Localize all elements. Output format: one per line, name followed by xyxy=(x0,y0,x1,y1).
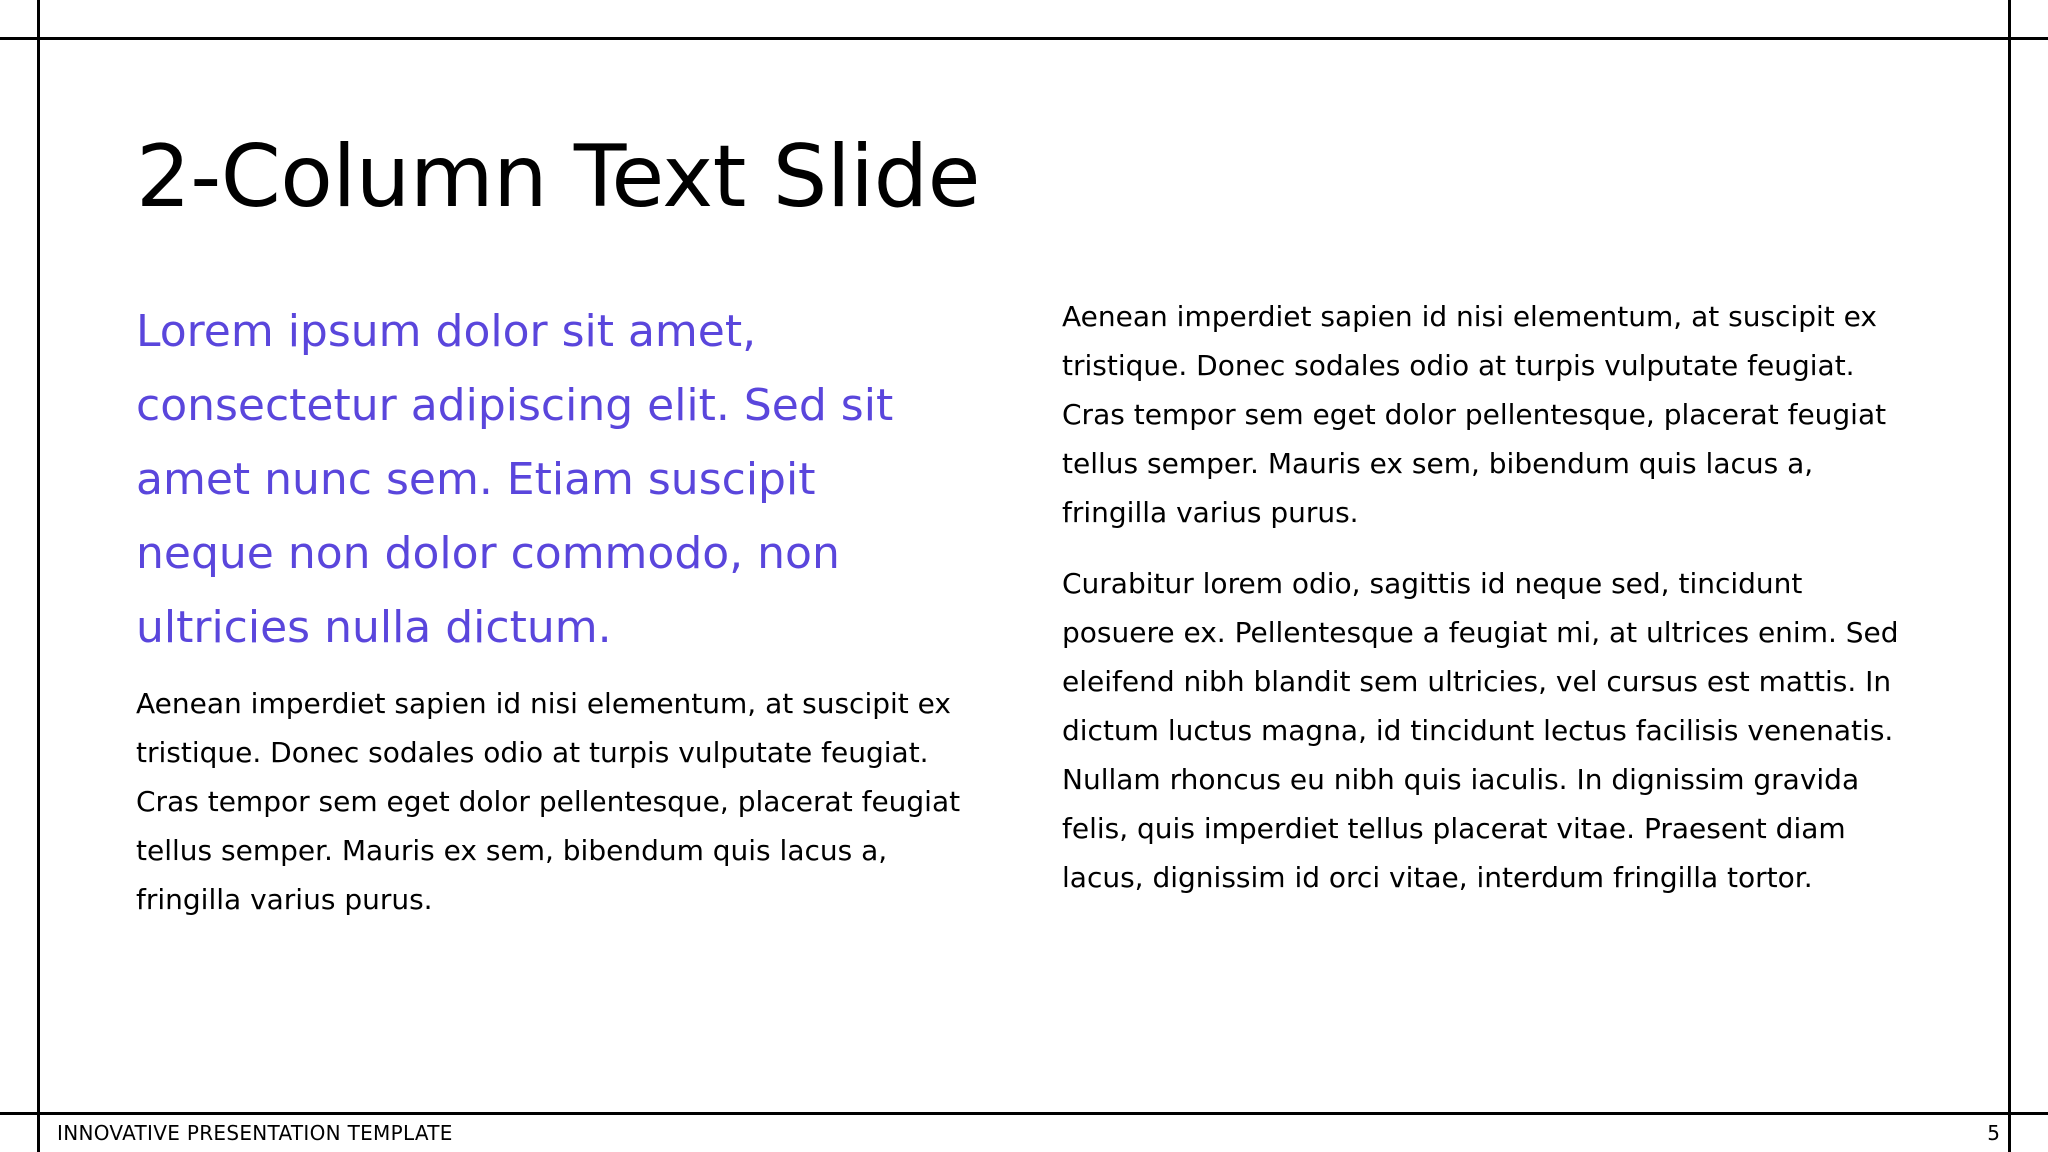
lead-paragraph: Lorem ipsum dolor sit amet, consectetur adipiscing elit. Sed sit amet nunc sem. Etiam suscipit neque non dolor commodo, non ultricies nulla dictum. xyxy=(136,306,894,653)
right-border-line xyxy=(2008,0,2011,1152)
right-text-column xyxy=(1062,292,1922,902)
page-number: 5 xyxy=(1987,1121,2000,1145)
top-border-line xyxy=(0,37,2048,40)
left-text-column xyxy=(136,295,996,924)
right-body-paragraph-2: Curabitur lorem odio, sagittis id neque sed, tincidunt posuere ex. Pellentesque a feugiat mi, at ultrices enim. Sed eleifend nibh blandit sem ultricies, vel cursus est mattis. In dictum luctus magna, id tincidunt lectus facilisis venenatis. Nullam rhoncus eu nibh quis iaculis. In dignissim gravida felis, quis imperdiet tellus placerat vitae. Praesent diam lacus, dignissim id orci vitae, interdum fringilla tortor. xyxy=(1062,567,1899,894)
footer-label: INNOVATIVE PRESENTATION TEMPLATE xyxy=(57,1121,453,1145)
left-body-paragraph: Aenean imperdiet sapien id nisi elementum, at suscipit ex tristique. Donec sodales odio at turpis vulputate feugiat. Cras tempor sem eget dolor pellentesque, placerat feugiat tellus semper. Mauris ex sem, bibendum quis lacus a, fringilla varius purus. xyxy=(136,687,961,916)
bottom-border-line xyxy=(0,1112,2048,1115)
right-body-paragraph-1: Aenean imperdiet sapien id nisi elementum, at suscipit ex tristique. Donec sodales odio at turpis vulputate feugiat. Cras tempor sem eget dolor pellentesque, placerat feugiat tellus semper. Mauris ex sem, bibendum quis lacus a, fringilla varius purus. xyxy=(1062,300,1887,529)
left-border-line xyxy=(37,0,40,1152)
slide-title: 2-Column Text Slide xyxy=(136,127,981,227)
